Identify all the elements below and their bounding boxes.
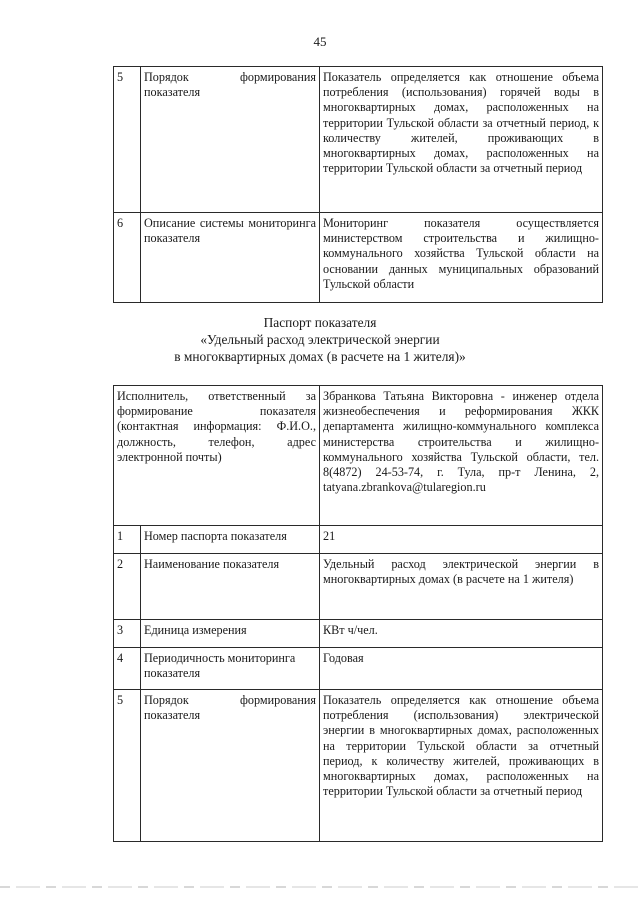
row-label: Номер паспорта показателя bbox=[141, 526, 320, 554]
row-label: Порядок формирования показателя bbox=[141, 67, 320, 213]
passport-table bbox=[113, 385, 603, 842]
executor-value: Збранкова Татьяна Викторовна - инженер отдела жизнеобеспечения и реформирования ЖКК департамента жилищно-коммунального комплекса министерства строительства и жилищно-коммунального хозяйства Тульской области, тел. 8(4872) 24-53-74, г. Тула, пр-т Ленина, 2, tatyana.zbrankova@tularegion.ru bbox=[320, 386, 603, 526]
row-number: 6 bbox=[114, 213, 141, 303]
table-row bbox=[114, 67, 603, 213]
row-number: 3 bbox=[114, 620, 141, 648]
row-label: Периодичность мониторинга показателя bbox=[141, 648, 320, 690]
row-value: 21 bbox=[320, 526, 603, 554]
row-label: Порядок формирования показателя bbox=[141, 690, 320, 842]
row-value: Удельный расход электрической энергии в многоквартирных домах (в расчете на 1 жителя) bbox=[320, 554, 603, 620]
executor-row bbox=[114, 386, 603, 526]
passport-heading bbox=[0, 314, 640, 365]
row-label: Наименование показателя bbox=[141, 554, 320, 620]
row-value: Показатель определяется как отношение объема потребления (использования) электрической энергии в многоквартирных домах, расположенных на территории Тульской области за отчетный период, к количеству жителей, проживающих в многоквартирных домах, расположенных на территории Тульской области за отчетный период bbox=[320, 690, 603, 842]
passport-title: Паспорт показателя bbox=[263, 315, 377, 330]
row-value: Показатель определяется как отношение объема потребления (использования) горячей воды в многоквартирных домах, расположенных на территории Тульской области за отчетный период, к количеству жителей, проживающих в многоквартирных домах, расположенных на территории Тульской области за отчетный период bbox=[320, 67, 603, 213]
scan-edge-artifact bbox=[0, 886, 640, 888]
executor-label: Исполнитель, ответственный за формирование показателя (контактная информация: Ф.И.О., должность, телефон, адрес электронной почты) bbox=[114, 386, 320, 526]
table-row bbox=[114, 648, 603, 690]
row-label: Описание системы мониторинга показателя bbox=[141, 213, 320, 303]
table-row bbox=[114, 526, 603, 554]
row-number: 4 bbox=[114, 648, 141, 690]
table-row bbox=[114, 620, 603, 648]
row-number: 1 bbox=[114, 526, 141, 554]
row-value: Годовая bbox=[320, 648, 603, 690]
table-row bbox=[114, 554, 603, 620]
row-label: Единица измерения bbox=[141, 620, 320, 648]
table-row bbox=[114, 213, 603, 303]
row-value: Мониторинг показателя осуществляется министерством строительства и жилищно-коммунального хозяйства Тульской области на основании данных муниципальных образований Тульской области bbox=[320, 213, 603, 303]
row-number: 2 bbox=[114, 554, 141, 620]
passport-subtitle-line1: «Удельный расход электрической энергии bbox=[200, 332, 440, 347]
table-row bbox=[114, 690, 603, 842]
page-number: 45 bbox=[313, 34, 327, 49]
row-number: 5 bbox=[114, 690, 141, 842]
row-number: 5 bbox=[114, 67, 141, 213]
indicator-table-continued bbox=[113, 66, 603, 303]
passport-subtitle-line2: в многоквартирных домах (в расчете на 1 жителя)» bbox=[174, 349, 466, 364]
row-value: КВт ч/чел. bbox=[320, 620, 603, 648]
